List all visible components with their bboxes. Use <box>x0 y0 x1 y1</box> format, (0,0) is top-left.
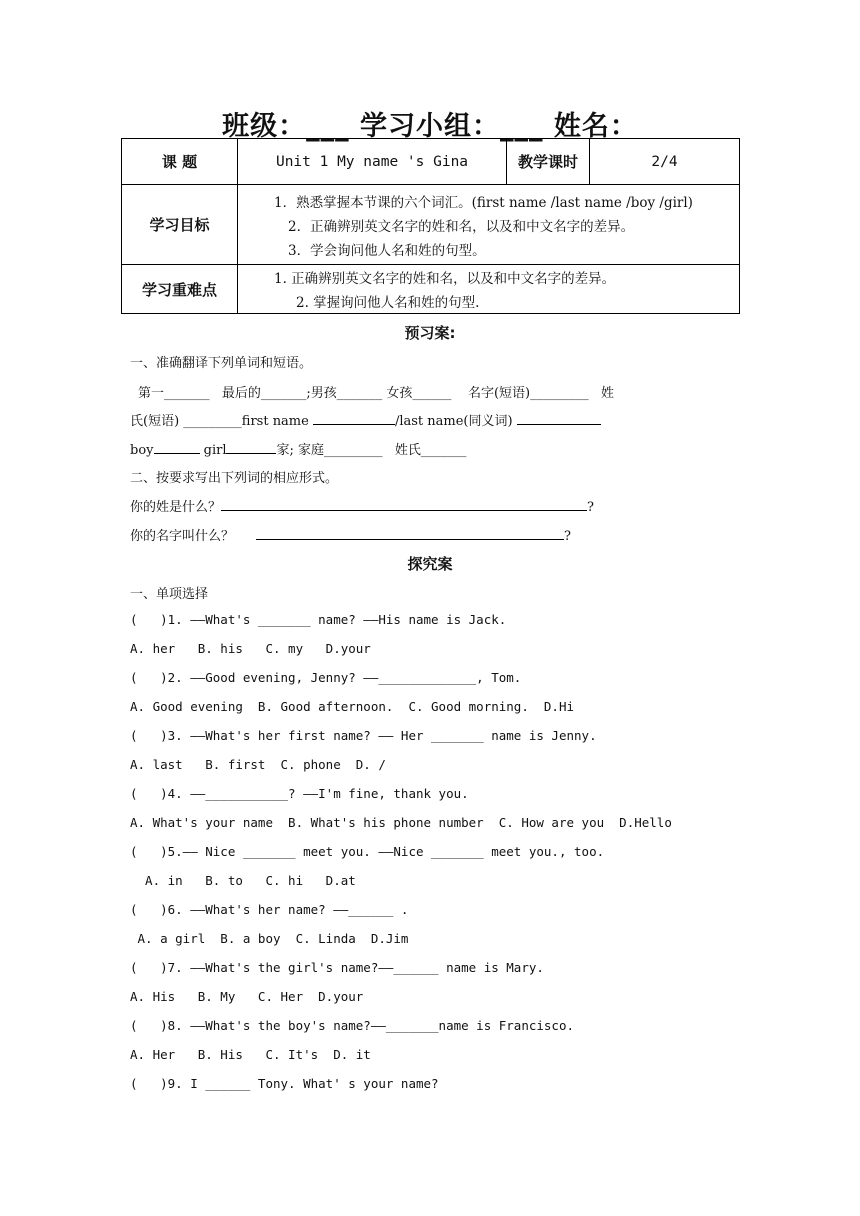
exercise-question: ( )7. ——What's the girl's name?——______ name is Mary. <box>130 960 544 975</box>
key-points-label: 学习重难点 <box>122 265 238 314</box>
page-title: 班级：___ 学习小组：___ 姓名： <box>222 111 638 142</box>
goals-cell <box>238 185 740 265</box>
answer-blank[interactable] <box>517 411 601 425</box>
preview-line-3c: 家; 家庭_________ 姓氏_______ <box>276 443 467 458</box>
answer-blank[interactable] <box>226 440 276 454</box>
goal-item: 3．学会询问他人名和姓的句型。 <box>288 242 486 259</box>
preview-line-2a: 氏(短语) _________first name <box>130 414 313 429</box>
preview-title: 预习案: <box>404 324 456 342</box>
exercise-options: A. His B. My C. Her D.your <box>130 989 364 1004</box>
exercise-options: A. a girl B. a boy C. Linda D.Jim <box>130 931 409 946</box>
exercise-question: ( )3. ——What's her first name? —— Her _______ name is Jenny. <box>130 728 597 743</box>
question-mark: ? <box>564 529 571 544</box>
exercise-question: ( )6. ——What's her name? ——______ . <box>130 902 409 917</box>
preview-line-1: 第一_______ 最后的_______;男孩_______ 女孩______ 名字(短语)_________ 姓 <box>138 386 614 401</box>
goals-label: 学习目标 <box>122 185 238 265</box>
topic-value: Unit 1 My name 's Gina <box>238 139 507 185</box>
key-point-item: 1. 正确辨别英文名字的姓和名，以及和中文名字的差异。 <box>274 271 616 287</box>
explore-title: 探究案 <box>407 555 453 573</box>
preview-part2-title: 二、按要求写出下列词的相应形式。 <box>130 471 339 486</box>
preview-line-3a: boy <box>130 443 154 458</box>
key-points-cell <box>238 265 740 314</box>
explore-part1-title: 一、单项选择 <box>130 587 209 602</box>
preview-part1-title: 一、准确翻译下列单词和短语。 <box>130 356 313 371</box>
lesson-info-table <box>121 138 740 314</box>
key-point-item: 2. 掌握询问他人名和姓的句型. <box>296 295 480 311</box>
exercise-options: A. in B. to C. hi D.at <box>130 873 356 888</box>
period-label: 教学课时 <box>507 139 590 185</box>
exercise-question: ( )5.—— Nice _______ meet you. ——Nice _______ meet you., too. <box>130 844 605 859</box>
preview-line-2 <box>130 410 601 429</box>
question-firstname-text: 你的名字叫什么？ <box>130 529 235 544</box>
exercise-options: A. Her B. His C. It's D. it <box>130 1047 371 1062</box>
exercise-options: A. last B. first C. phone D. / <box>130 757 386 772</box>
goal-item: 1．熟悉掌握本节课的六个词汇。(first name /last name /boy /girl) <box>274 194 693 211</box>
answer-blank[interactable] <box>154 440 200 454</box>
answer-blank[interactable] <box>313 411 395 425</box>
preview-line-2b: /last name(同义词) <box>394 414 517 429</box>
question-firstname <box>130 525 571 544</box>
exercise-question: ( )9. I ______ Tony. What' s your name? <box>130 1076 439 1091</box>
question-mark: ? <box>587 500 594 515</box>
exercise-options: A. her B. his C. my D.your <box>130 641 371 656</box>
preview-line-3 <box>130 439 466 458</box>
exercise-question: ( )1. ——What's _______ name? ——His name is Jack. <box>130 612 507 627</box>
answer-blank[interactable] <box>256 526 564 540</box>
exercise-question: ( )2. ——Good evening, Jenny? ——_____________, Tom. <box>130 670 522 685</box>
exercise-question: ( )4. ——___________? ——I'm fine, thank you. <box>130 786 469 801</box>
answer-blank[interactable] <box>221 497 587 511</box>
exercise-options: A. What's your name B. What's his phone number C. How are you D.Hello <box>130 815 672 830</box>
question-surname <box>130 496 594 515</box>
exercise-question: ( )8. ——What's the boy's name?——_______name is Francisco. <box>130 1018 575 1033</box>
topic-label: 课 题 <box>122 139 238 185</box>
question-surname-text: 你的姓是什么？ <box>130 500 222 515</box>
exercise-options: A. Good evening B. Good afternoon. C. Good morning. D.Hi <box>130 699 575 714</box>
preview-line-3b: girl <box>199 443 227 458</box>
period-value: 2/4 <box>590 139 740 185</box>
goal-item: 2．正确辨别英文名字的姓和名，以及和中文名字的差异。 <box>288 218 635 235</box>
